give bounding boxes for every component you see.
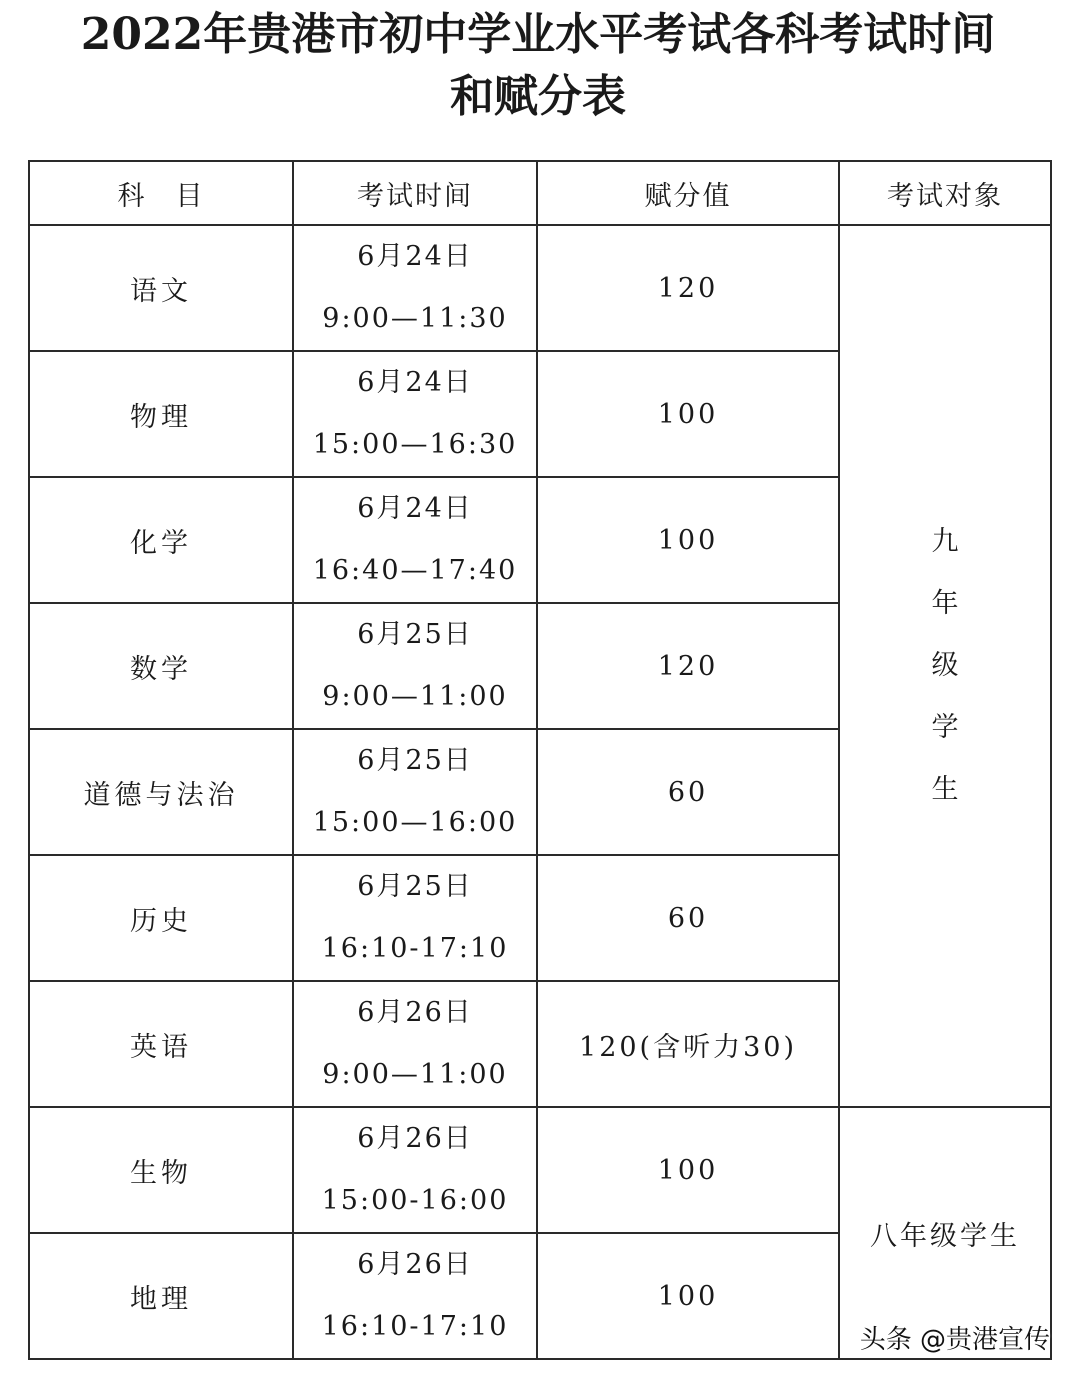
- exam-date: 6月25日: [357, 619, 473, 650]
- target-grade9-char: 级: [931, 650, 959, 681]
- exam-schedule-table: [28, 160, 1052, 1360]
- time-cell: [293, 1233, 537, 1359]
- header-exam-time: 考试时间: [293, 161, 537, 225]
- exam-date: 6月25日: [357, 871, 473, 902]
- target-grade9-char: 年: [931, 588, 959, 619]
- exam-time: 16:10-17:10: [321, 933, 509, 964]
- subject-cell: 生物: [29, 1107, 293, 1233]
- subject-cell: 英语: [29, 981, 293, 1107]
- subject-cell: 语文: [29, 225, 293, 351]
- exam-time: 9:00—11:00: [322, 1059, 508, 1090]
- title-line-2: 和赋分表: [450, 71, 626, 122]
- time-cell: [293, 603, 537, 729]
- target-grade9-char: 九: [931, 526, 959, 557]
- exam-date: 6月26日: [357, 1249, 473, 1280]
- exam-date: 6月24日: [357, 367, 473, 398]
- exam-date: 6月24日: [357, 493, 473, 524]
- time-cell: [293, 981, 537, 1107]
- watermark: 头条 @贵港宣传: [859, 1325, 1050, 1355]
- score-cell: 100: [537, 1107, 839, 1233]
- time-cell: [293, 477, 537, 603]
- subject-cell: 历史: [29, 855, 293, 981]
- time-cell: [293, 1107, 537, 1233]
- table-row: [29, 1107, 1051, 1233]
- time-cell: [293, 729, 537, 855]
- time-cell: [293, 225, 537, 351]
- subject-cell: 物理: [29, 351, 293, 477]
- score-cell: 120: [537, 225, 839, 351]
- exam-time: 16:40—17:40: [312, 555, 518, 586]
- exam-date: 6月24日: [357, 241, 473, 272]
- target-grade8-cell: 八年级学生: [839, 1107, 1051, 1359]
- score-cell: 100: [537, 477, 839, 603]
- subject-cell: 道德与法治: [29, 729, 293, 855]
- exam-time: 15:00—16:00: [312, 807, 518, 838]
- target-grade9-cell: [839, 225, 1051, 1107]
- score-cell: 60: [537, 729, 839, 855]
- subject-cell: 地理: [29, 1233, 293, 1359]
- title-line-1: 2022年贵港市初中学业水平考试各科考试时间: [80, 9, 996, 60]
- header-target: 考试对象: [839, 161, 1051, 225]
- table-header-row: [29, 161, 1051, 225]
- time-cell: [293, 351, 537, 477]
- exam-time: 15:00-16:00: [321, 1185, 509, 1216]
- exam-date: 6月26日: [357, 1123, 473, 1154]
- header-score: 赋分值: [537, 161, 839, 225]
- subject-cell: 数学: [29, 603, 293, 729]
- exam-time: 16:10-17:10: [321, 1311, 509, 1342]
- header-subject: 科 目: [29, 161, 293, 225]
- exam-date: 6月25日: [357, 745, 473, 776]
- target-grade9-char: 生: [931, 774, 959, 805]
- time-cell: [293, 855, 537, 981]
- subject-cell: 化学: [29, 477, 293, 603]
- target-grade9-char: 学: [931, 712, 959, 743]
- score-cell: 100: [537, 351, 839, 477]
- table-row: [29, 225, 1051, 351]
- score-cell: 100: [537, 1233, 839, 1359]
- exam-time: 9:00—11:30: [322, 303, 508, 334]
- exam-date: 6月26日: [357, 997, 473, 1028]
- score-cell: 120(含听力30): [537, 981, 839, 1107]
- exam-time: 15:00—16:30: [312, 429, 518, 460]
- exam-time: 9:00—11:00: [322, 681, 508, 712]
- score-cell: 60: [537, 855, 839, 981]
- score-cell: 120: [537, 603, 839, 729]
